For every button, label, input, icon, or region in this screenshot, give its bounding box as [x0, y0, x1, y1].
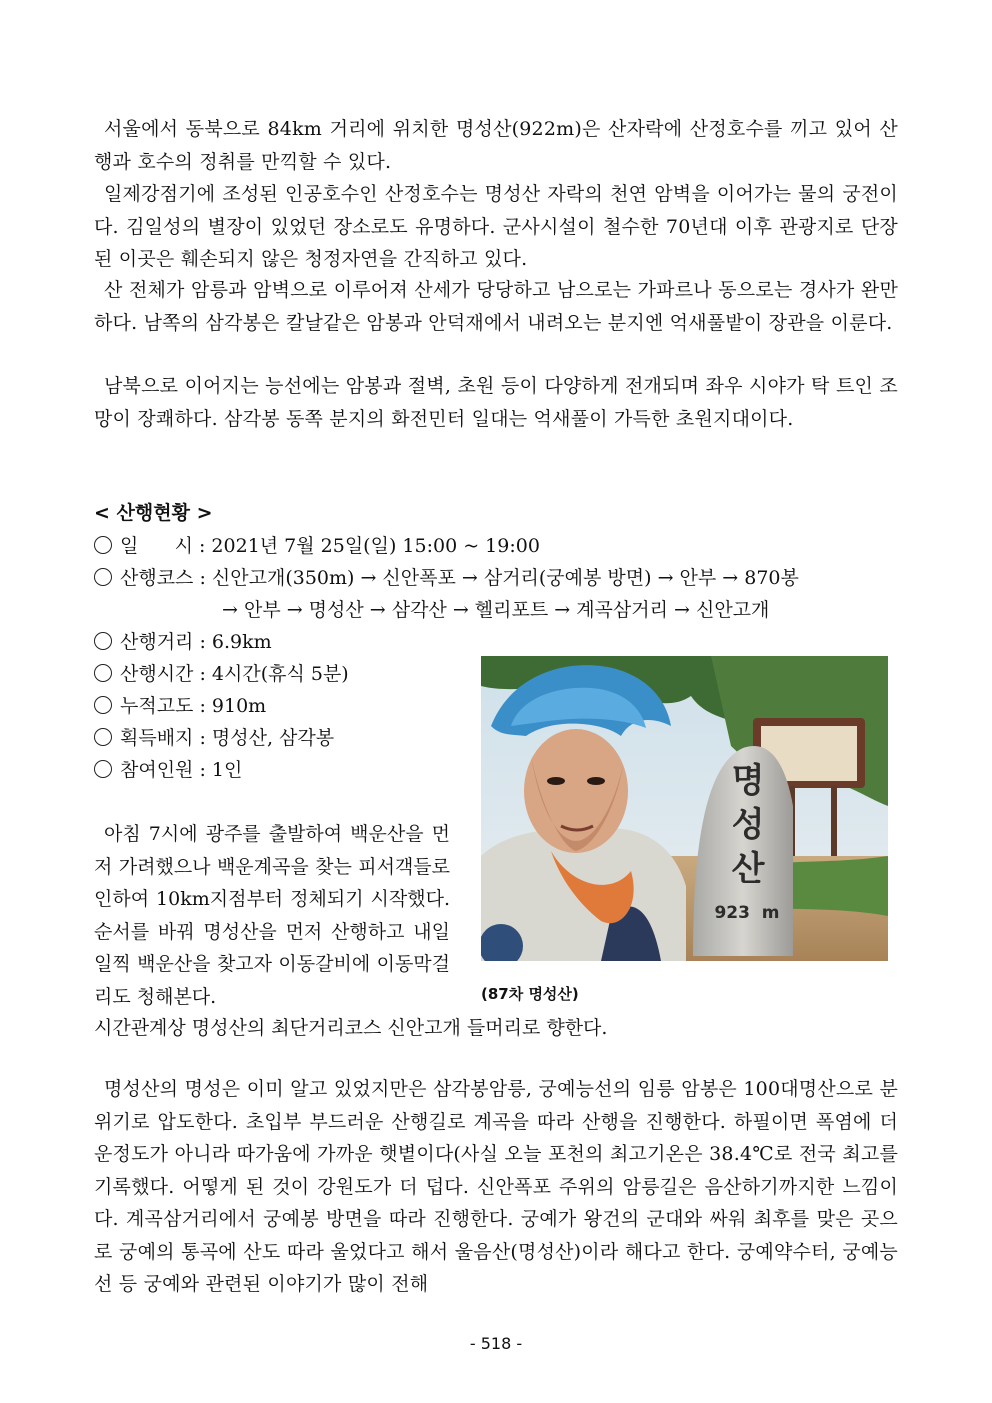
info-elevation: [94, 690, 266, 722]
info-date: [94, 530, 540, 562]
info-time: [94, 658, 349, 690]
circle-bullet-icon: [94, 696, 112, 714]
circle-bullet-icon: [94, 728, 112, 746]
paragraph-history: 명성산의 명성은 이미 알고 있었지만은 삼각봉암릉, 궁예능선의 임릉 암봉은 100대명산으로 분위기로 압도한다. 초입부 부드러운 산행길로 계곡을 따라 산행을 진행한다. 하필이면 폭염에 더운정도가 아니라 따가움에 가까운 햇볕이다(사실 오늘 포천의 최고기온은 38.4℃로 전국 최고를 기록했다. 어떻게 된 것이 강원도가 더 덥다. 신안폭포 주위의 암릉길은 음산하기까지한 느낌이다. 계곡삼거리에서 궁예봉 방면을 따라 진행한다. 궁예가 왕건의 군대와 싸워 최후를 맞은 곳으로 궁예의 통곡에 산도 따라 울었다고 해서 울음산(명성산)이라 해다고 한다. 궁예약수터, 궁예능선 등 궁예와 관련된 이야기가 많이 전해: [94, 1078, 898, 1295]
circle-bullet-icon: [94, 664, 112, 682]
summit-photo: [481, 656, 888, 961]
paragraph-lake: 일제강점기에 조성된 인공호수인 산정호수는 명성산 자락의 천연 암벽을 이어가는 물의 궁전이다. 김일성의 별장이 있었던 장소로도 유명하다. 군사시설이 철수한 70년대 이후 관광지로 단장된 이곳은 훼손되지 않은 청정자연을 간직하고 있다.: [94, 183, 898, 270]
info-date-text: 일 시 : 2021년 7월 25일(일) 15:00 ~ 19:00: [120, 535, 540, 557]
info-badges-text: 획득배지 : 명성산, 삼각봉: [120, 727, 335, 749]
paragraph-ridge: 남북으로 이어지는 능선에는 암봉과 절벽, 초원 등이 다양하게 전개되며 좌우 시야가 탁 트인 조망이 장쾌하다. 삼각봉 동쪽 분지의 화전민터 일대는 억새풀이 가득한 초원지대이다.: [94, 375, 898, 430]
info-badges: [94, 722, 334, 754]
summit-photo-illustration: [481, 656, 888, 961]
info-course-continued: → 안부 → 명성산 → 삼각산 → 헬리포트 → 계곡삼거리 → 신안고개: [222, 599, 770, 621]
info-time-text: 산행시간 : 4시간(휴식 5분): [120, 663, 349, 685]
circle-bullet-icon: [94, 760, 112, 778]
photo-caption: (87차 명성산): [481, 985, 579, 1003]
circle-bullet-icon: [94, 568, 112, 586]
info-elevation-text: 누적고도 : 910m: [120, 695, 267, 717]
svg-text:산: 산: [731, 849, 765, 889]
info-distance: [94, 626, 272, 658]
info-people-text: 참여인원 : 1인: [120, 759, 243, 781]
paragraph-intro: 서울에서 동북으로 84km 거리에 위치한 명성산(922m)은 산자락에 산정호수를 끼고 있어 산행과 호수의 정취를 만끽할 수 있다.: [94, 118, 898, 173]
info-people: [94, 754, 242, 786]
circle-bullet-icon: [94, 536, 112, 554]
paragraph-terrain: 산 전체가 암릉과 암벽으로 이루어져 산세가 당당하고 남으로는 가파르나 동으로는 경사가 완만하다. 남쪽의 삼각봉은 칼날같은 암봉과 안덕재에서 내려오는 분지엔 억새풀밭이 장관을 이룬다.: [94, 279, 898, 334]
info-course-text: 산행코스 : 신안고개(350m) → 신안폭포 → 삼거리(궁예봉 방면) → 안부 → 870봉: [120, 567, 799, 589]
svg-text:명: 명: [731, 761, 765, 801]
info-course: [94, 562, 799, 594]
svg-text:성: 성: [731, 805, 765, 845]
info-distance-text: 산행거리 : 6.9km: [120, 631, 272, 653]
page-number: - 518 -: [469, 1334, 523, 1353]
paragraph-story: 아침 7시에 광주를 출발하여 백운산을 먼저 가려했으나 백운계곡을 찾는 피서객들로 인하여 10km지점부터 정체되기 시작했다. 순서를 바꿔 명성산을 먼저 산행하고 내일 일찍 백운산을 찾고자 이동갈비에 이동막걸리도 청해본다.: [94, 823, 450, 1008]
circle-bullet-icon: [94, 632, 112, 650]
paragraph-story-continued: 시간관계상 명성산의 최단거리코스 신안고개 들머리로 향한다.: [94, 1017, 608, 1039]
section-heading: < 산행현황 >: [94, 502, 213, 524]
svg-text:923 m: 923 m: [714, 903, 780, 923]
